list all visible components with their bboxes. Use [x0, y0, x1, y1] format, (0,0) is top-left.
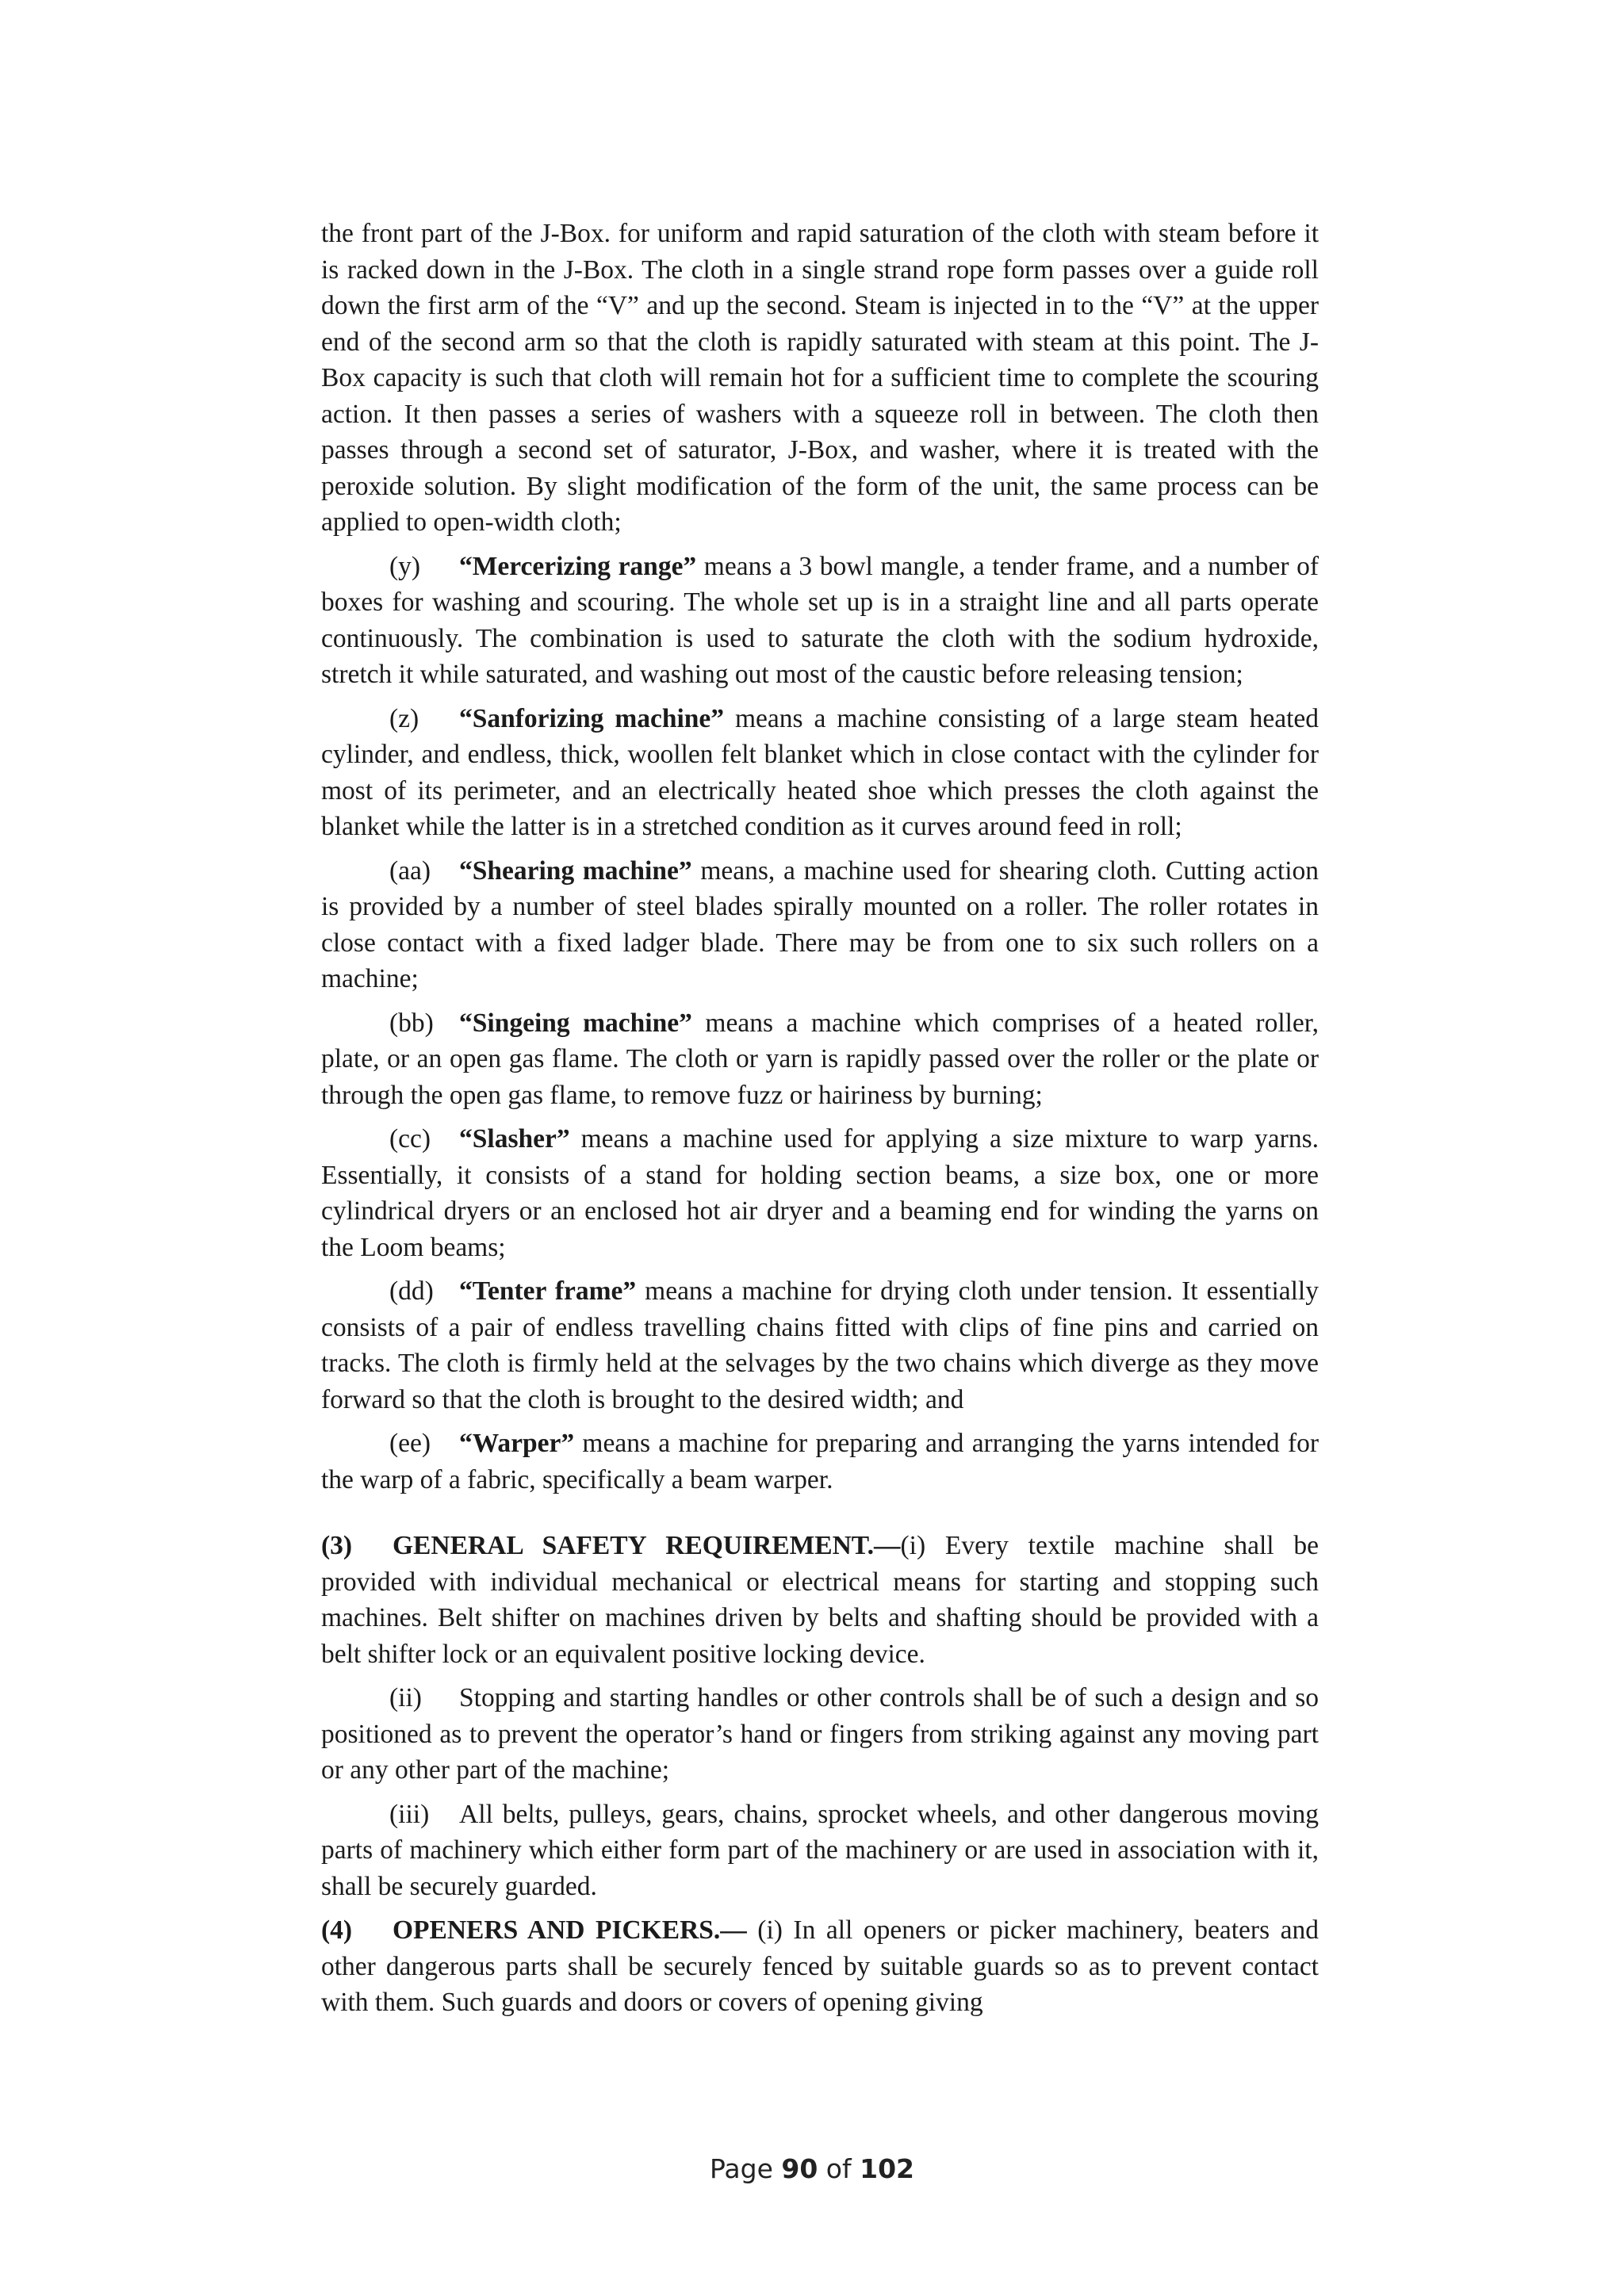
continued-paragraph: the front part of the J-Box. for uniform and rapid saturation of the cloth with steam before it is racked down in the J-Box. The cloth in a single strand rope form passes over a guide roll down the first arm of the “V” and up the second. Steam is injected in to the “V” at the upper end of the second arm so that the cloth is rapidly saturated with steam at this point. The J-Box capacity is such that cloth will remain hot for a sufficient time to complete the scouring action. It then passes a series of washers with a squeeze roll in between. The cloth then passes through a second set of saturator, J-Box, and washer, where it is treated with the peroxide solution. By slight modification of the form of the unit, the same process can be applied to open-width cloth; — [321, 219, 1319, 537]
definition-text: means a 3 bowl mangle, a tender frame, and a number of boxes for washing and scouring. The whole set up is in a straight line and all parts operate continuously. The combination is used to saturate the cloth with the sodium hydroxide, stretch it while saturated, and washing out most of the caustic before releasing tension; — [321, 551, 1319, 689]
section-3-item-ii — [321, 1680, 1319, 1789]
current-page-number: 90 — [781, 2153, 818, 2184]
definition-text: means a machine for drying cloth under tension. It essentially consists of a pair of endless travelling chains fitted with clips of fine pins and carried on tracks. The cloth is firmly held at the selvages by the two chains which diverge as they move forward so that the cloth is brought to the desired width; and — [321, 1276, 1319, 1414]
section-intro: (i) In all openers or picker machinery, beaters and other dangerous parts shall be securely fenced by suitable guards so as to prevent contact with them. Such guards and doors or covers of opening giving — [321, 1915, 1319, 2017]
clause-label: (aa) — [389, 855, 431, 886]
defined-term: “Singeing machine” — [459, 1008, 692, 1038]
defined-term: “Slasher” — [459, 1124, 570, 1154]
definition-text: means a machine consisting of a large steam heated cylinder, and endless, thick, woollen felt blanket which in close contact with the cylinder for most of its perimeter, and an electrically heated shoe which presses the cloth against the blanket while the latter is in a stretched condition as it curves around feed in roll; — [321, 703, 1319, 841]
section-3-heading — [321, 1528, 1319, 1672]
definition-cc — [321, 1121, 1319, 1265]
body-text — [321, 216, 1319, 2029]
definition-text: means a machine which comprises of a heated roller, plate, or an open gas flame. The cloth or yarn is rapidly passed over the roller or the plate or through the open gas flame, to remove fuzz or hairiness by burning; — [321, 1008, 1319, 1110]
section-4-heading — [321, 1912, 1319, 2021]
clause-label: (iii) — [389, 1799, 430, 1829]
section-number: (3) — [321, 1531, 353, 1560]
clause-label: (bb) — [389, 1008, 434, 1038]
definition-aa — [321, 853, 1319, 997]
page-footer — [0, 2153, 1624, 2184]
definition-z — [321, 701, 1319, 845]
clause-label: (cc) — [389, 1124, 431, 1154]
defined-term: “Warper” — [459, 1429, 575, 1458]
defined-term: “Sanforizing machine” — [459, 703, 725, 733]
section-3-item-iii — [321, 1797, 1319, 1905]
defined-term: “Mercerizing range” — [459, 551, 697, 581]
definition-text: means a machine used for applying a size mixture to warp yarns. Essentially, it consists of a stand for holding section beams, a size box, one or more cylindrical dryers or an enclosed hot air dryer and a beaming end for winding the yarns on the Loom beams; — [321, 1124, 1319, 1262]
section-intro: (i) Every textile machine shall be provided with individual mechanical or electrical means for starting and stopping such machines. Belt shifter on machines driven by belts and shafting should be provided with a belt shifter lock or an equivalent positive locking device. — [321, 1531, 1319, 1669]
section-title: OPENERS AND PICKERS.— — [393, 1915, 747, 1945]
definition-text: means a machine for preparing and arranging the yarns intended for the warp of a fabric, specifically a beam warper. — [321, 1429, 1319, 1494]
defined-term: “Tenter frame” — [459, 1276, 637, 1306]
clause-text: Stopping and starting handles or other controls shall be of such a design and so positioned as to prevent the operator’s hand or fingers from striking against any moving part or any other part of the machine; — [321, 1683, 1319, 1785]
page-label: Page — [709, 2153, 782, 2184]
section-number: (4) — [321, 1915, 353, 1945]
clause-label: (y) — [389, 551, 421, 581]
clause-label: (ee) — [389, 1429, 431, 1458]
clause-text: All belts, pulleys, gears, chains, sprocket wheels, and other dangerous moving parts of machinery which either form part of the machinery or are used in association with it, shall be securely guarded. — [321, 1799, 1319, 1901]
definition-dd — [321, 1273, 1319, 1418]
clause-label: (dd) — [389, 1276, 434, 1306]
page-of-label: of — [818, 2153, 860, 2184]
definition-ee — [321, 1425, 1319, 1498]
total-pages-number: 102 — [860, 2153, 914, 2184]
clause-label: (z) — [389, 703, 419, 733]
definition-bb — [321, 1005, 1319, 1114]
defined-term: “Shearing machine” — [459, 855, 692, 886]
definition-y — [321, 549, 1319, 693]
definition-text: means, a machine used for shearing cloth. Cutting action is provided by a number of steel blades spirally mounted on a roller. The roller rotates in close contact with a fixed ladger blade. There may be from one to six such rollers on a machine; — [321, 855, 1320, 993]
section-title: GENERAL SAFETY REQUIREMENT.— — [393, 1531, 901, 1560]
clause-label: (ii) — [389, 1683, 422, 1712]
